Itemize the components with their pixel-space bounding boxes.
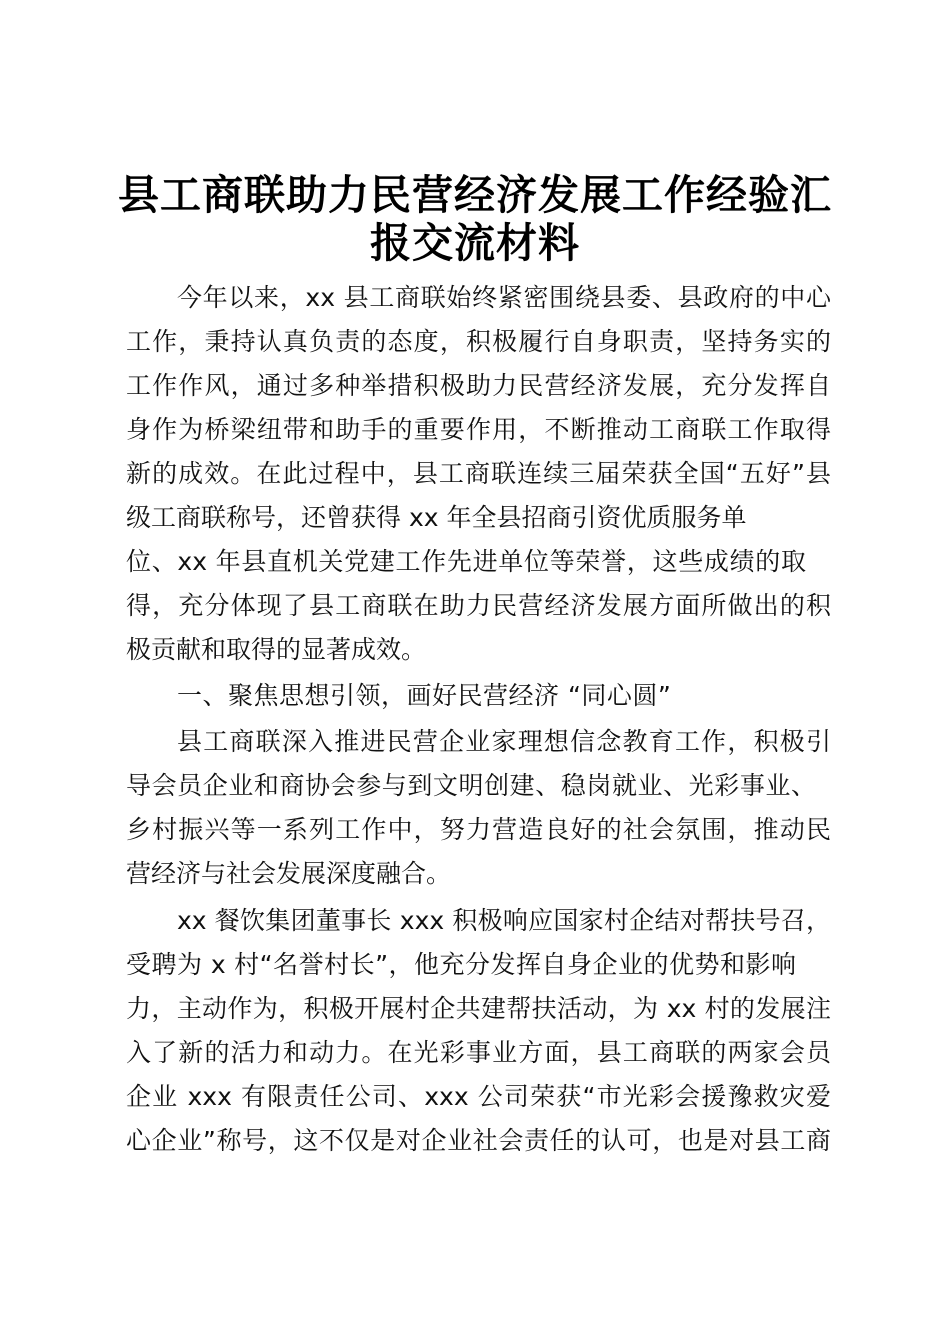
paragraph-line: 受聘为 x 村“名誉村长”，他充分发挥自身企业的优势和影响 [126,950,796,979]
section-heading: 一、聚焦思想引领，画好民营经济 “同心圆” [177,681,672,710]
paragraph-line: 力，主动作为，积极开展村企共建帮扶活动，为 xx 村的发展注 [126,994,831,1023]
document-title-line-1: 县工商联助力民营经济发展工作经验汇 [118,171,832,219]
paragraph-line: 身作为桥梁纽带和助手的重要作用，不断推动工商联工作取得 [126,415,831,444]
paragraph-line: 位、xx 年县直机关党建工作先进单位等荣誉，这些成绩的取 [126,547,806,576]
paragraph-line: xx 餐饮集团董事长 xxx 积极响应国家村企结对帮扶号召， [177,906,831,935]
paragraph-line: 极贡献和取得的显著成效。 [126,635,427,664]
paragraph-line: 工作，秉持认真负责的态度，积极履行自身职责，坚持务实的 [126,327,831,356]
paragraph-line: 心企业”称号，这不仅是对企业社会责任的认可，也是对县工商 [126,1126,831,1155]
paragraph-line: 导会员企业和商协会参与到文明创建、稳岗就业、光彩事业、 [126,771,816,800]
paragraph-line: 今年以来，xx 县工商联始终紧密围绕县委、县政府的中心 [177,283,831,312]
paragraph-line: 县工商联深入推进民营企业家理想信念教育工作，积极引 [177,727,831,756]
paragraph-line: 乡村振兴等一系列工作中，努力营造良好的社会氛围，推动民 [126,815,831,844]
paragraph-line: 企业 xxx 有限责任公司、xxx 公司荣获“市光彩会援豫救灾爱 [126,1082,831,1111]
document-title-line-2: 报交流材料 [370,219,580,267]
paragraph-line: 得，充分体现了县工商联在助力民营经济发展方面所做出的积 [126,591,831,620]
paragraph-line: 营经济与社会发展深度融合。 [126,859,452,888]
paragraph-line: 级工商联称号，还曾获得 xx 年全县招商引资优质服务单 [126,503,747,532]
paragraph-line: 入了新的活力和动力。在光彩事业方面，县工商联的两家会员 [126,1038,831,1067]
paragraph-line: 工作作风，通过多种举措积极助力民营经济发展，充分发挥自 [126,371,831,400]
paragraph-line: 新的成效。在此过程中，县工商联连续三届荣获全国“五好”县 [126,459,831,488]
